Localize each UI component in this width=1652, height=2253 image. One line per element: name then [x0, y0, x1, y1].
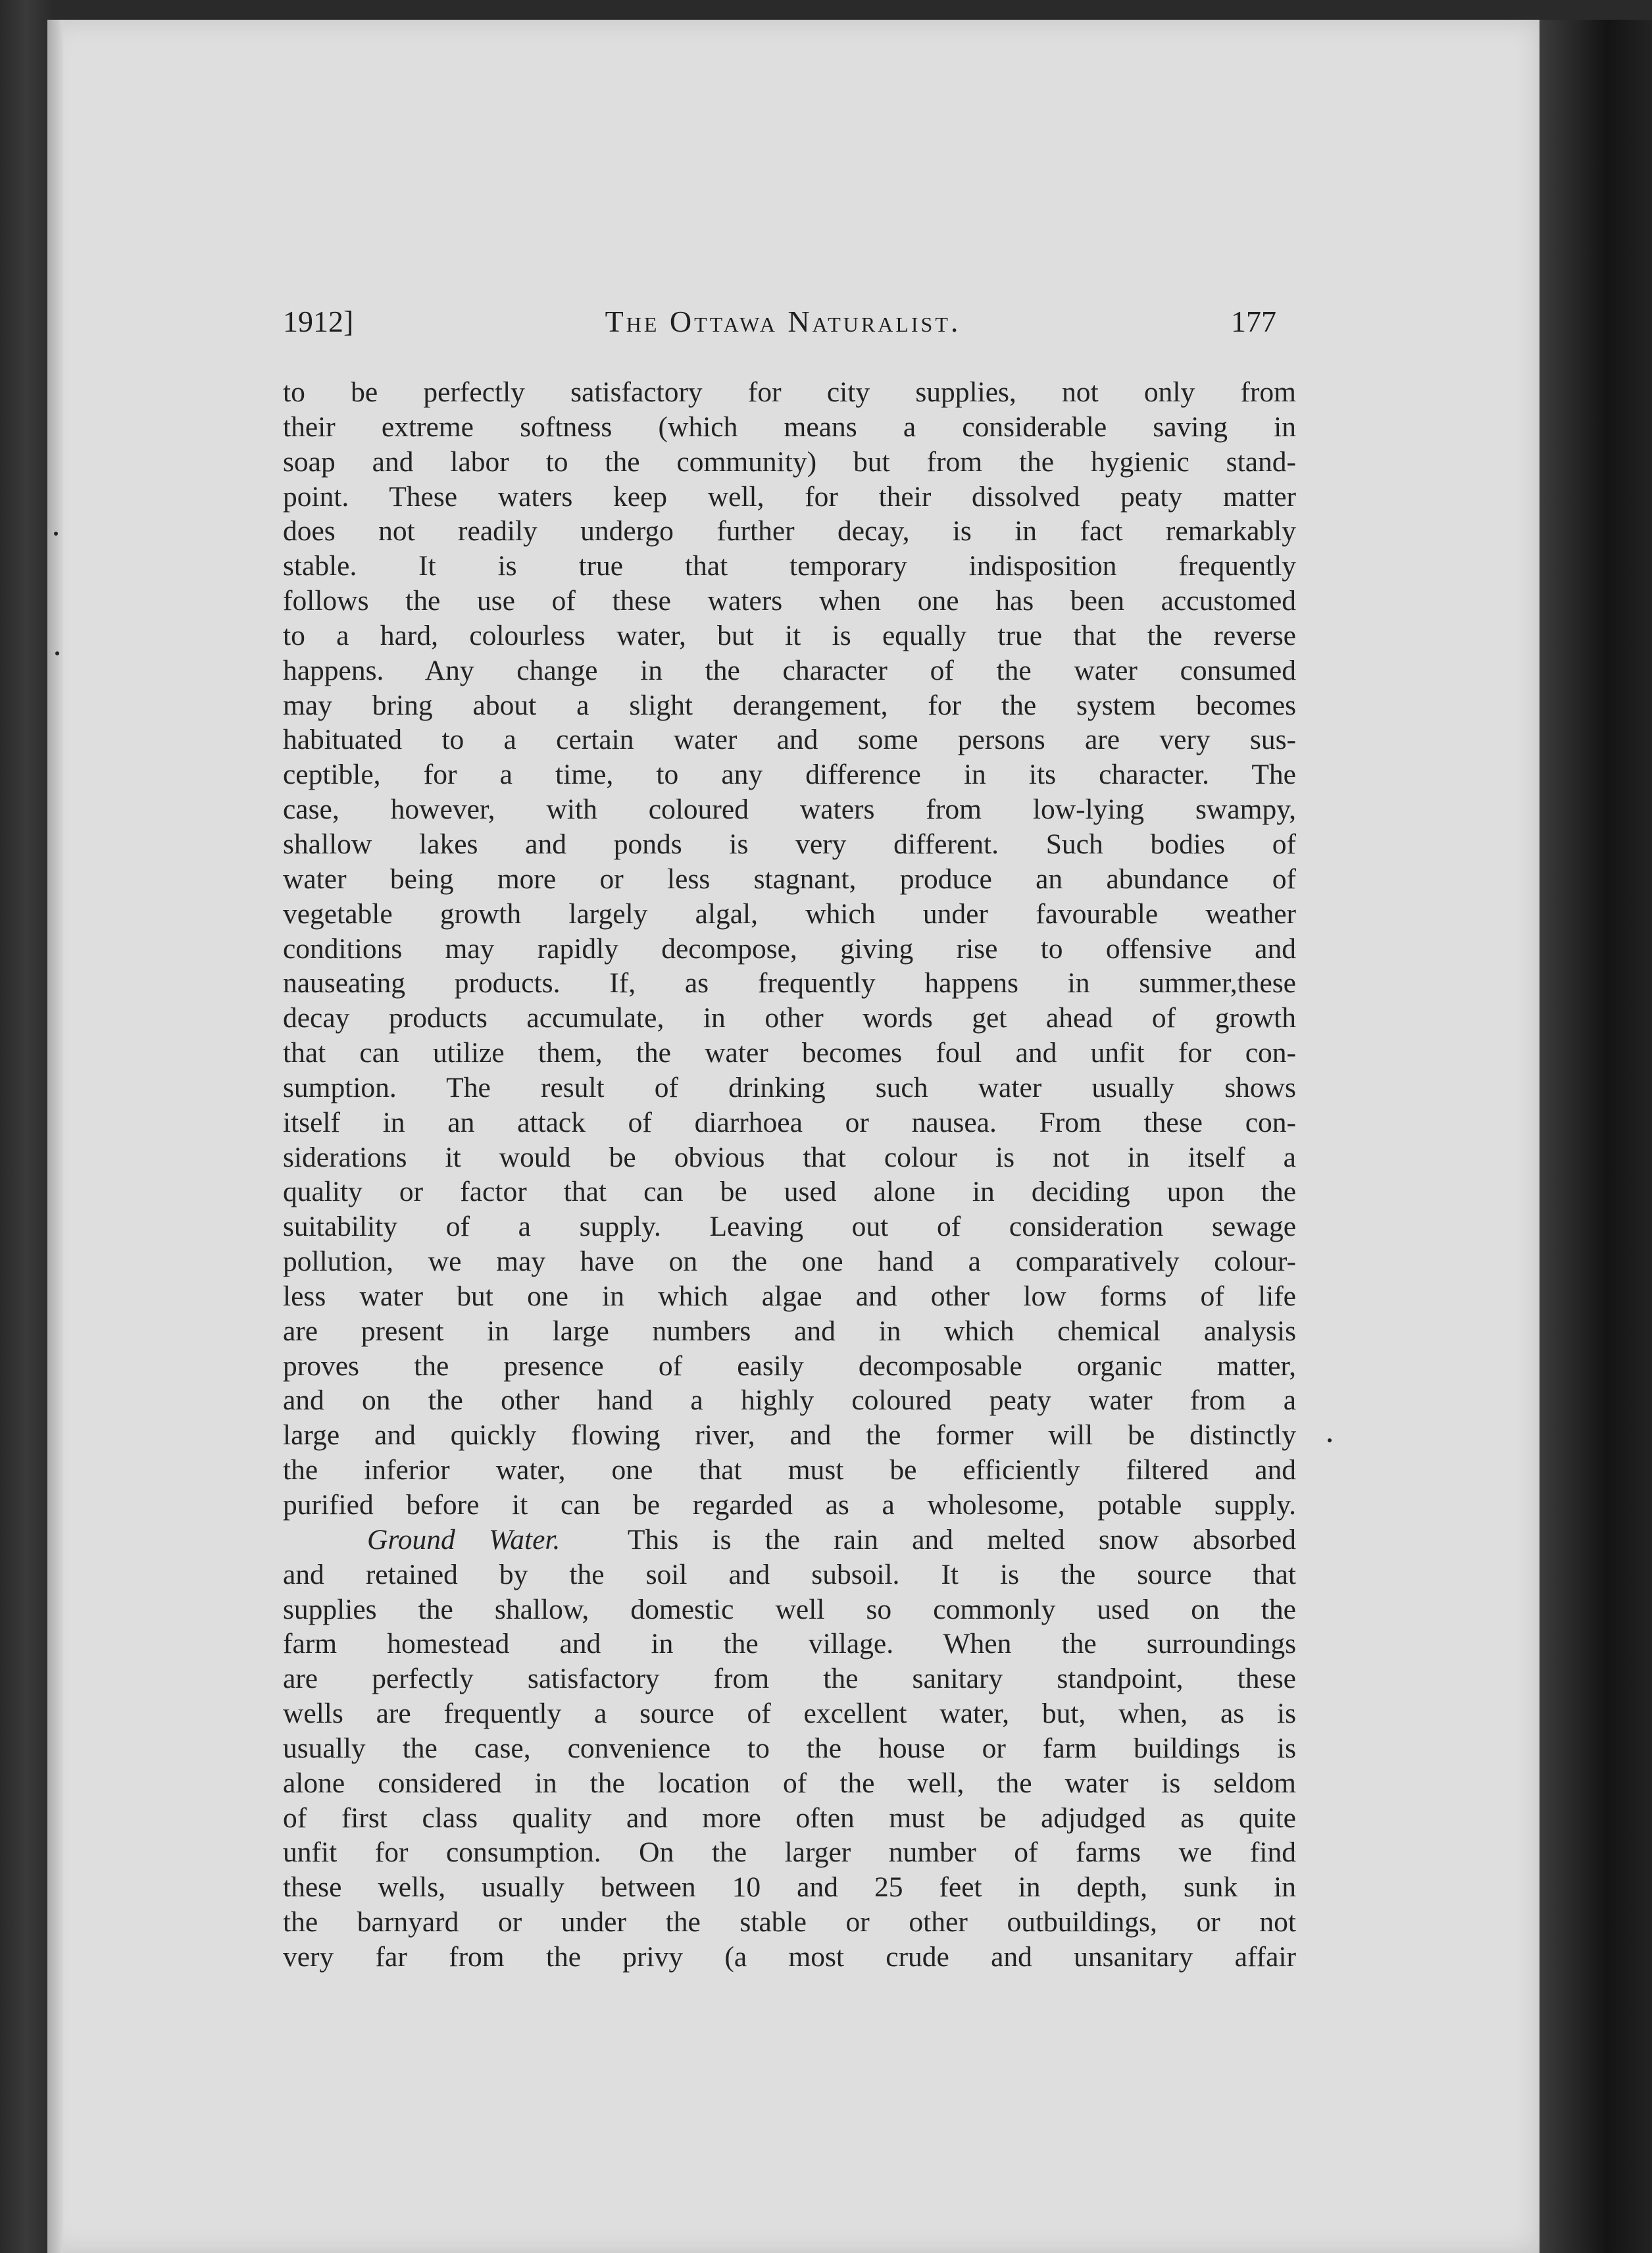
text-line: the inferior water, one that must be efficiently filtered and [283, 1454, 1296, 1486]
text-line: usually the case, convenience to the house or farm buildings is [283, 1732, 1296, 1764]
text-line: siderations it would be obvious that colour is not in itself a [283, 1141, 1296, 1173]
paragraph-surface-water [283, 375, 1296, 1523]
text-line: the barnyard or under the stable or other outbuildings, or not [283, 1906, 1296, 1938]
text-line: these wells, usually between 10 and 25 feet in depth, sunk in [283, 1871, 1296, 1904]
text-line: alone considered in the location of the well, the water is seldom [283, 1767, 1296, 1799]
text-line: and retained by the soil and subsoil. It is the source that [283, 1558, 1296, 1590]
text-line: suitability of a supply. Leaving out of consideration sewage [283, 1211, 1296, 1243]
text-line: less water but one in which algae and other low forms of life [283, 1280, 1296, 1312]
text-line: proves the presence of easily decomposable organic matter, [283, 1350, 1296, 1382]
journal-title: The Ottawa Naturalist. [605, 305, 961, 338]
text-fragment: This is the rain and melted snow absorbed [627, 1523, 1296, 1556]
text-line: are present in large numbers and in which chemical analysis [283, 1315, 1296, 1347]
text-line: does not readily undergo further decay, is in fact remarkably [283, 515, 1296, 547]
margin-speck [1328, 1438, 1332, 1442]
text-line: water being more or less stagnant, produce an abundance of [283, 863, 1296, 895]
text-line: habituated to a certain water and some persons are very sus- [283, 724, 1296, 756]
text-line: vegetable growth largely algal, which under favourable weather [283, 898, 1296, 930]
text-line: wells are frequently a source of excellent water, but, when, as is [283, 1698, 1296, 1730]
header-year: 1912] [283, 305, 354, 338]
section-heading-ground-water: Ground Water. [367, 1523, 561, 1556]
text-line: that can utilize them, the water becomes foul and unfit for con- [283, 1037, 1296, 1069]
text-line: quality or factor that can be used alone in deciding upon the [283, 1176, 1296, 1208]
page-number: 177 [1231, 305, 1276, 338]
text-line: soap and labor to the community) but from the hygienic stand- [283, 445, 1296, 478]
text-line: stable. It is true that temporary indisposition frequently [283, 550, 1296, 582]
text-line: unfit for consumption. On the larger number of farms we find [283, 1836, 1296, 1869]
text-line: pollution, we may have on the one hand a comparatively colour- [283, 1246, 1296, 1278]
text-line: large and quickly flowing river, and the former will be distinctly [283, 1419, 1296, 1452]
text-line: of first class quality and more often must be adjudged as quite [283, 1802, 1296, 1834]
margin-speck [54, 532, 58, 536]
text-line: to be perfectly satisfactory for city supplies, not only from [283, 376, 1296, 408]
text-line: to a hard, colourless water, but it is equally true that the reverse [283, 619, 1296, 651]
running-header [283, 304, 1283, 343]
text-line: happens. Any change in the character of the water consumed [283, 654, 1296, 686]
text-line: itself in an attack of diarrhoea or nausea. From these con- [283, 1106, 1296, 1138]
paragraph-ground-water [283, 1523, 1296, 1975]
text-line: sumption. The result of drinking such water usually shows [283, 1071, 1296, 1103]
page-body [283, 375, 1296, 1975]
text-line: are perfectly satisfactory from the sanitary standpoint, these [283, 1663, 1296, 1695]
text-line: very far from the privy (a most crude and unsanitary affair [283, 1940, 1296, 1973]
right-dark-border [1539, 20, 1652, 2253]
text-line: their extreme softness (which means a considerable saving in [283, 411, 1296, 443]
text-line: point. These waters keep well, for their dissolved peaty matter [283, 480, 1296, 513]
text-line: purified before it can be regarded as a wholesome, potable supply. [283, 1489, 1296, 1521]
text-line: supplies the shallow, domestic well so commonly used on the [283, 1593, 1296, 1625]
text-line: farm homestead and in the village. When the surroundings [283, 1628, 1296, 1660]
text-line: shallow lakes and ponds is very different. Such bodies of [283, 828, 1296, 860]
text-line: case, however, with coloured waters from low-lying swampy, [283, 794, 1296, 826]
margin-speck [55, 651, 59, 655]
text-line: may bring about a slight derangement, for the system becomes [283, 689, 1296, 721]
text-line: follows the use of these waters when one has been accustomed [283, 585, 1296, 617]
text-line: conditions may rapidly decompose, giving rise to offensive and [283, 932, 1296, 965]
text-line: and on the other hand a highly coloured peaty water from a [283, 1384, 1296, 1417]
left-page-edge [47, 20, 63, 2253]
text-line: decay products accumulate, in other words get ahead of growth [283, 1002, 1296, 1034]
text-line: ceptible, for a time, to any difference in its character. The [283, 759, 1296, 791]
text-line [283, 1523, 1296, 1557]
text-line: nauseating products. If, as frequently happens in summer,these [283, 967, 1296, 1000]
